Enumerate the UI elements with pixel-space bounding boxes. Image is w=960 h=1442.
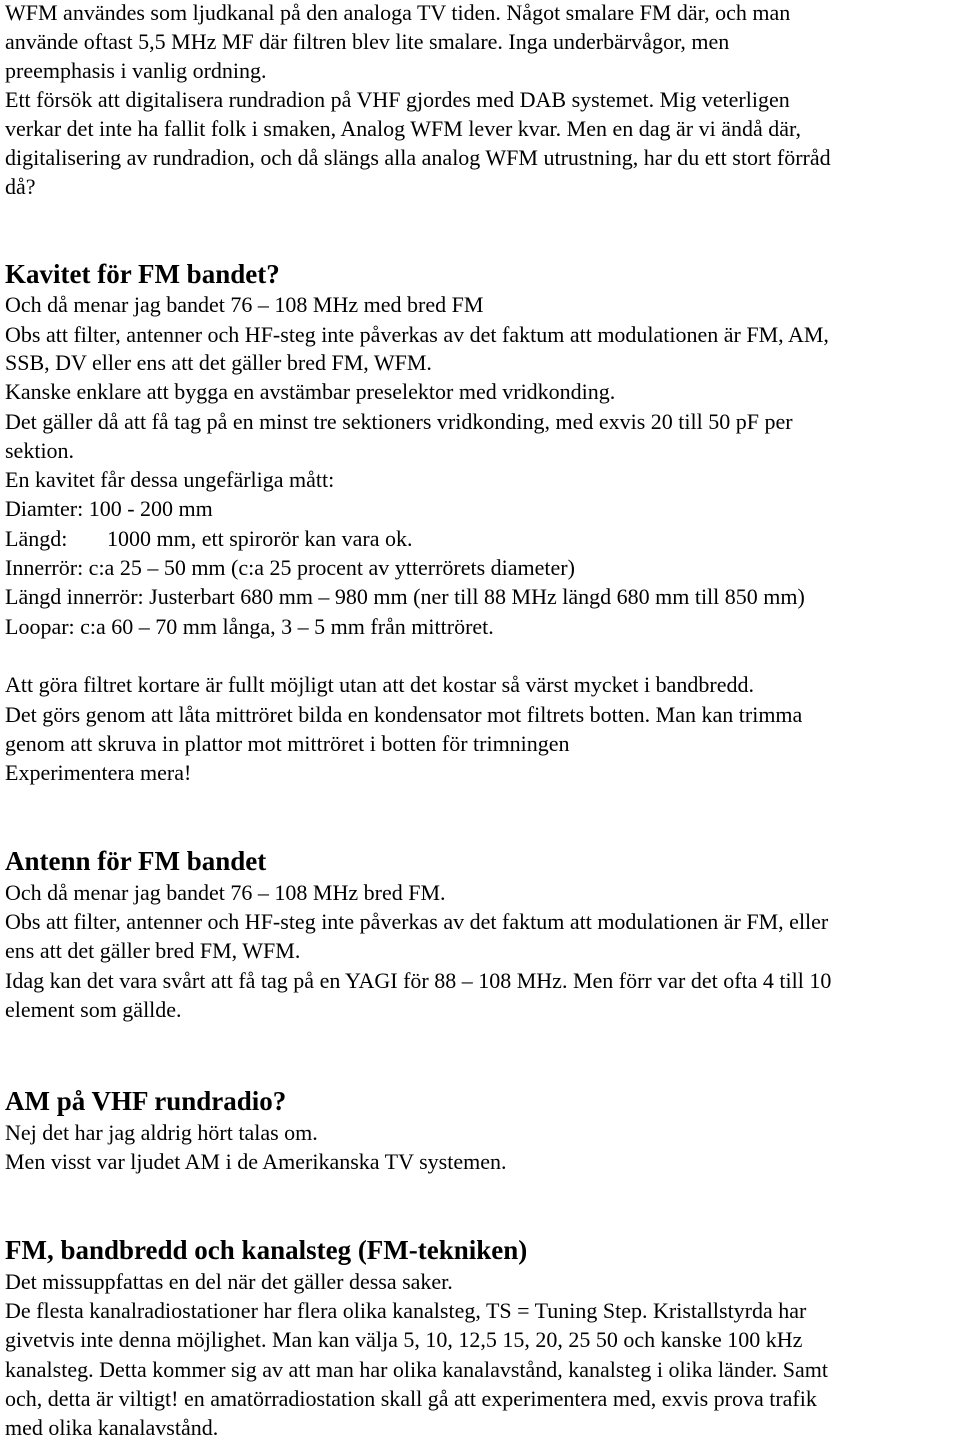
text-line: ens att det gäller bred FM, WFM. [5,938,301,963]
section-heading: FM, bandbredd och kanalsteg (FM-tekniken) [5,1235,528,1265]
text-line: och, detta är viltigt! en amatörradiostation skall gå att experimentera med, exvis prova trafik [5,1386,817,1411]
text-line: verkar det inte ha fallit folk i smaken, Analog WFM lever kvar. Men en dag är vi ändå där, [5,116,801,141]
text-line: Obs att filter, antenner och HF-steg inte påverkas av det faktum att modulationen är FM, AM, [5,322,829,347]
text-line-length [5,524,413,553]
text-line: kanalsteg. Detta kommer sig av att man har olika kanalavstånd, kanalsteg i olika länder. Samt [5,1357,828,1382]
section-heading: AM på VHF rundradio? [5,1086,287,1116]
text-line: genom att skruva in plattor mot mittröret i botten för trimningen [5,731,570,756]
text-line: En kavitet får dessa ungefärliga mått: [5,467,335,492]
text-line: Men visst var ljudet AM i de Amerikanska TV systemen. [5,1149,507,1174]
text-line: digitalisering av rundradion, och då slängs alla analog WFM utrustning, har du ett stort förråd [5,145,831,170]
text-line: då? [5,174,36,199]
text-line: Loopar: c:a 60 – 70 mm långa, 3 – 5 mm från mittröret. [5,614,494,639]
text-line: Det görs genom att låta mittröret bilda en kondensator mot filtrets botten. Man kan trimma [5,702,803,727]
text-line: element som gällde. [5,997,182,1022]
text-line: Experimentera mera! [5,760,192,785]
text-line: Det gäller då att få tag på en minst tre sektioners vridkonding, med exvis 20 till 50 pF per [5,409,793,434]
text-line: Längd innerrör: Justerbart 680 mm – 980 mm (ner till 88 MHz längd 680 mm till 850 mm) [5,584,805,609]
length-label: Längd: [5,526,68,551]
text-line: Obs att filter, antenner och HF-steg inte påverkas av det faktum att modulationen är FM, eller [5,909,829,934]
text-line: Innerrör: c:a 25 – 50 mm (c:a 25 procent av ytterrörets diameter) [5,555,575,580]
text-line: Att göra filtret kortare är fullt möjligt utan att det kostar så värst mycket i bandbredd. [5,672,754,697]
text-line: Kanske enklare att bygga en avstämbar preselektor med vridkonding. [5,379,616,404]
text-line: Ett försök att digitalisera rundradion på VHF gjordes med DAB systemet. Mig veterligen [5,87,790,112]
text-line: Nej det har jag aldrig hört talas om. [5,1120,318,1145]
text-line: sektion. [5,438,75,463]
text-line: SSB, DV eller ens att det gäller bred FM, WFM. [5,350,432,375]
text-line: med olika kanalavstånd. [5,1415,219,1440]
text-line: Och då menar jag bandet 76 – 108 MHz med bred FM [5,292,484,317]
text-line: Och då menar jag bandet 76 – 108 MHz bred FM. [5,880,446,905]
section-heading: Antenn för FM bandet [5,846,267,876]
text-line: Diamter: 100 - 200 mm [5,496,213,521]
text-line: Det missuppfattas en del när det gäller dessa saker. [5,1269,453,1294]
section-heading: Kavitet för FM bandet? [5,259,280,289]
text-line: använde oftast 5,5 MHz MF där filtren blev lite smalare. Inga underbärvågor, men [5,29,730,54]
text-line: givetvis inte denna möjlighet. Man kan välja 5, 10, 12,5 15, 20, 25 50 och kanske 100 kHz [5,1327,803,1352]
length-value: 1000 mm, ett spirorör kan vara ok. [107,526,413,551]
text-line: De flesta kanalradiostationer har flera olika kanalsteg, TS = Tuning Step. Kristallstyrda har [5,1298,807,1323]
text-line: Idag kan det vara svårt att få tag på en YAGI för 88 – 108 MHz. Men förr var det ofta 4 till 10 [5,968,832,993]
text-line: preemphasis i vanlig ordning. [5,58,267,83]
text-line: WFM användes som ljudkanal på den analoga TV tiden. Något smalare FM där, och man [5,0,791,25]
